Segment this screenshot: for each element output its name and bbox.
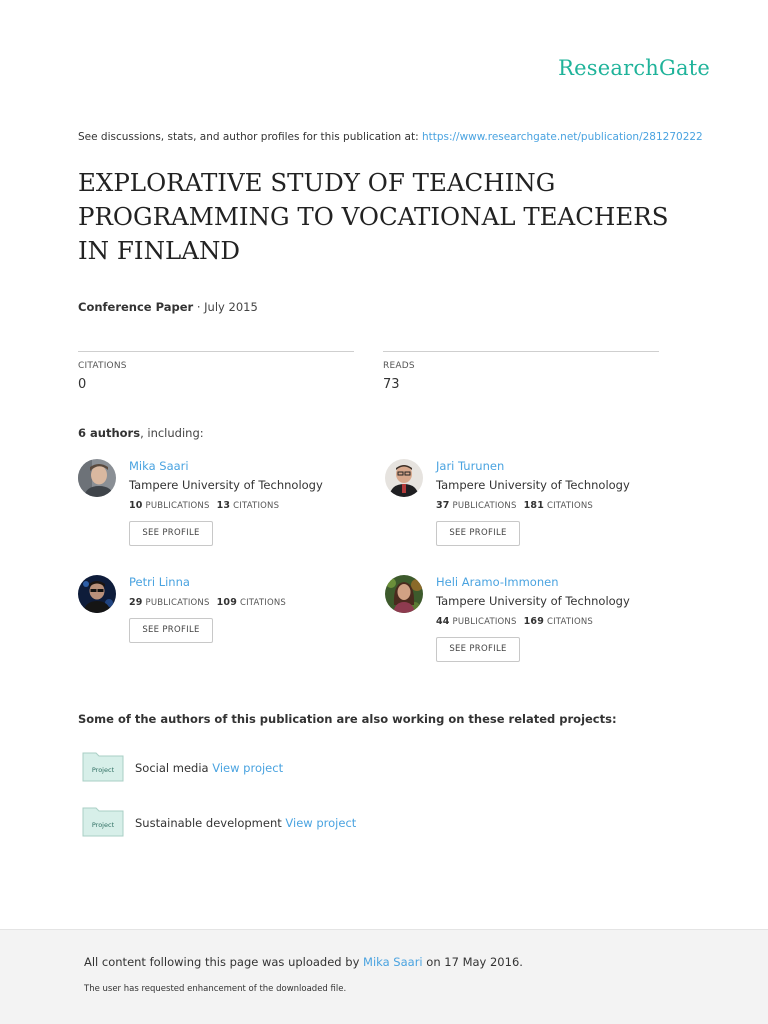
author-avatar[interactable] [78,459,116,497]
project-name: Sustainable development [135,816,282,830]
publication-meta [78,300,258,314]
view-project-link[interactable]: View project [285,816,357,830]
publication-url-link[interactable]: https://www.researchgate.net/publication/281270222 [421,131,703,143]
publication-type: Conference Paper [78,300,194,314]
project-name: Social media [135,761,209,775]
author-photo-icon [385,575,423,613]
project-folder-icon [82,750,124,782]
project-folder-icon [82,805,124,837]
project-text [135,761,283,775]
author-citations-count: 169 [523,616,545,627]
citations-label: CITATIONS [239,598,287,608]
authors-suffix: , including: [140,426,204,440]
reads-stat [383,351,659,392]
citations-label: CITATIONS [546,617,594,627]
author-avatar[interactable] [385,459,423,497]
author-stats [129,500,369,511]
see-profile-button[interactable]: SEE PROFILE [129,618,213,643]
authors-count: 6 authors [78,426,141,440]
publications-label: PUBLICATIONS [145,501,210,511]
author-photo-icon [78,459,116,497]
citations-stat [78,351,354,392]
author-publications-count: 10 [129,500,143,511]
footer [0,929,768,1024]
authors-heading [78,426,204,440]
upload-prefix: All content following this page was uploaded by [84,955,364,969]
upload-notice [84,955,523,969]
author-name-link[interactable]: Mika Saari [129,459,189,473]
author-citations-count: 109 [216,597,238,608]
author-stats [129,597,369,608]
author-stats [436,616,676,627]
researchgate-logo[interactable]: ResearchGate [558,56,710,80]
publications-label: PUBLICATIONS [452,501,517,511]
author-name-link[interactable]: Jari Turunen [436,459,505,473]
enhancement-note: The user has requested enhancement of the downloaded file. [84,984,347,994]
author-publications-count: 44 [436,616,450,627]
author-name-link[interactable]: Heli Aramo-Immonen [436,575,559,589]
see-profile-button[interactable]: SEE PROFILE [436,637,520,662]
reads-label: READS [383,361,415,371]
project-text [135,816,356,830]
see-profile-button[interactable]: SEE PROFILE [129,521,213,546]
author-name-link[interactable]: Petri Linna [129,575,190,589]
author-photo-icon [78,575,116,613]
related-projects-heading: Some of the authors of this publication are also working on these related projects: [78,712,617,726]
discussion-prefix: See discussions, stats, and author profiles for this publication at: [78,131,422,143]
author-citations-count: 13 [216,500,231,511]
author-stats [436,500,676,511]
author-institution: Tampere University of Technology [129,478,323,492]
publication-title: EXPLORATIVE STUDY OF TEACHING PROGRAMMING TO VOCATIONAL TEACHERS IN FINLAND [78,168,669,265]
author-publications-count: 29 [129,597,143,608]
author-avatar[interactable] [78,575,116,613]
author-institution: Tampere University of Technology [436,594,630,608]
discussion-line [78,131,703,143]
reads-value: 73 [383,377,400,392]
author-institution: Tampere University of Technology [436,478,630,492]
author-publications-count: 37 [436,500,450,511]
see-profile-button[interactable]: SEE PROFILE [436,521,520,546]
upload-suffix: on 17 May 2016. [422,955,523,969]
author-citations-count: 181 [523,500,545,511]
author-photo-icon [385,459,423,497]
citations-value: 0 [78,377,87,392]
view-project-link[interactable]: View project [212,761,284,775]
project-folder-label: Project [91,766,115,774]
citations-label: CITATIONS [233,501,280,511]
uploader-link[interactable]: Mika Saari [363,955,423,969]
citations-label: CITATIONS [78,361,127,371]
publication-date: · July 2015 [193,300,258,314]
publications-label: PUBLICATIONS [145,598,210,608]
citations-label: CITATIONS [546,501,594,511]
publications-label: PUBLICATIONS [452,617,517,627]
author-avatar[interactable] [385,575,423,613]
project-folder-label: Project [91,821,115,829]
